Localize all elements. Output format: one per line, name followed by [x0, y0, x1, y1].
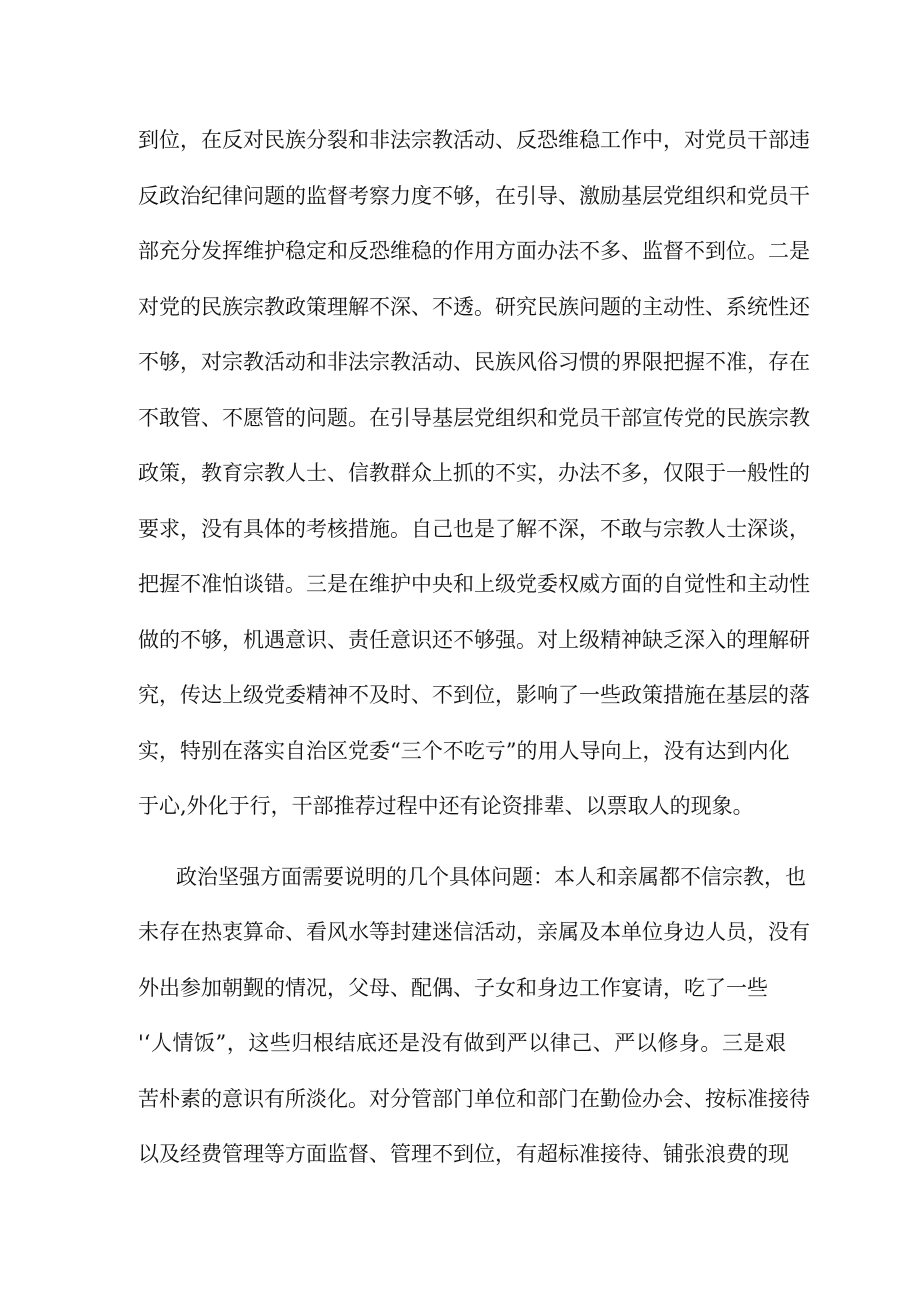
text-line: 未存在热衷算命、看风水等封建迷信活动，亲属及本单位身边人员，没有 [138, 920, 810, 944]
text-line: 不敢管、不愿管的问题。在引导基层党组织和党员干部宣传党的民族宗教 [138, 406, 810, 430]
text-line: 实，特别在落实自治区党委“三个不吃亏”的用人导向上，没有达到内化 [138, 739, 790, 763]
text-line: 究，传达上级党委精神不及时、不到位，影响了一些政策措施在基层的落 [138, 683, 810, 707]
text-line: 到位，在反对民族分裂和非法宗教活动、反恐维稳工作中，对党员干部违 [138, 128, 810, 152]
text-line: 部充分发挥维护稳定和反恐维稳的作用方面办法不多、监督不到位。二是 [138, 239, 810, 263]
text-line: 以及经费管理等方面监督、管理不到位，有超标准接待、铺张浪费的现 [138, 1142, 789, 1166]
text-line: 把握不准怕谈错。三是在维护中央和上级党委权威方面的自觉性和主动性 [138, 572, 810, 596]
text-line: 外出参加朝觐的情况，父母、配偶、子女和身边工作宴请，吃了一些 [138, 976, 768, 1000]
text-line: '‘人情饭”，这些归根结底还是没有做到严以律己、严以修身。三是艰 [138, 1031, 786, 1055]
text-line: 反政治纪律问题的监督考察力度不够，在引导、激励基层党组织和党员干 [138, 184, 810, 208]
text-line: 政治坚强方面需要说明的几个具体问题：本人和亲属都不信宗教，也 [176, 865, 806, 889]
text-line: 苦朴素的意识有所淡化。对分管部门单位和部门在勤俭办会、按标准接待 [138, 1087, 810, 1111]
text-line: 于心,外化于行，干部推荐过程中还有论资排辈、以票取人的现象。 [138, 794, 754, 818]
text-line: 不够，对宗教活动和非法宗教活动、民族风俗习惯的界限把握不准，存在 [138, 350, 810, 374]
text-line: 做的不够，机遇意识、责任意识还不够强。对上级精神缺乏深入的理解研 [138, 628, 810, 652]
text-line: 对党的民族宗教政策理解不深、不透。研究民族问题的主动性、系统性还 [138, 295, 810, 319]
text-line: 要求，没有具体的考核措施。自己也是了解不深，不敢与宗教人士深谈， [138, 517, 810, 541]
text-line: 政策，教育宗教人士、信教群众上抓的不实，办法不多，仅限于一般性的 [138, 461, 810, 485]
